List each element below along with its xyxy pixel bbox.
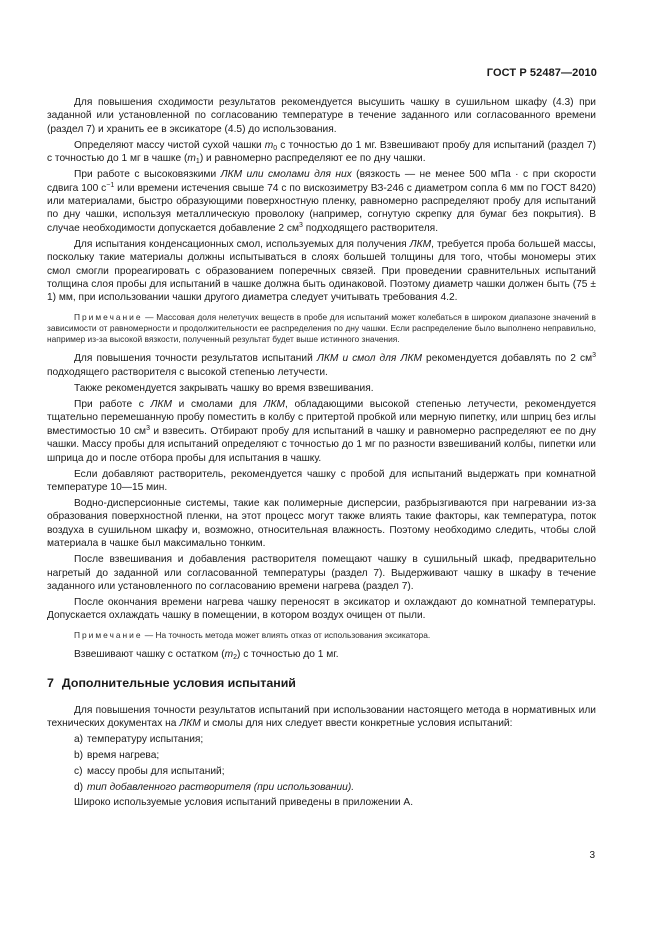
section-heading [47, 677, 596, 690]
paragraph-cooling: После окончания времени нагрева чашку переносят в эксикатор и охлаждают до комнатной температуры. Допускается охлаждать чашку в помещении, в котором воздух очищен от пыли. [47, 596, 596, 622]
list-marker: d) [74, 781, 84, 793]
section-number: 7 [47, 676, 54, 691]
document-id-header: ГОСТ Р 52487—2010 [486, 67, 597, 79]
paragraph-solvent-hold: Если добавляют растворитель, рекомендуется чашку с пробой для испытаний выдержать при комнатной температуре 10—15 мин. [47, 468, 596, 493]
paragraph-volatile: При работе с ЛКМ и смолами для ЛКМ, обладающими высокой степенью летучести, рекомендуется тщательно перемешанную пробу поместить в колбу с притертой пробкой или мерную пипетку, или шприц без иглы вместимостью 10 $см^3$ и взвесить. Отбирают пробу для испытаний в чашку и равномерно распределяют ее по дну чашки. Массу пробы для испытаний определяют с точностью до 1 мг по разности взвешиваний колбы, пипетки или шприца до и после отбора пробы для испытания в чашку. [47, 398, 597, 464]
list-marker: b) [74, 749, 84, 761]
paragraph-water-dispersion: Водно-дисперсионные системы, такие как полимерные дисперсии, разбрызгиваются при нагревании из-за образования поверхностной пленки, на этот процесс могут также влиять такие факторы, как температура, поток воздуха в сушильном шкафу и, возможно, относительная влажность. Поэтому необходимо следить, чтобы слой материала в чашке был максимально тонким. [47, 497, 596, 550]
list-item [74, 733, 596, 746]
note-label: Примечание [74, 629, 143, 640]
document-body [47, 96, 596, 812]
list-item [74, 781, 596, 794]
paragraph-cover-dish: Также рекомендуется закрывать чашку во время взвешивания. [74, 382, 374, 394]
page-number: 3 [589, 850, 595, 861]
paragraph-mass-determination: Определяют массу чистой сухой чашки $m_0$ с точностью до 1 мг. Взвешивают пробу для испытаний (раздел 7) с точностью до 1 мг в чашке $(m_1)$ и равномерно распределяют ее по дну чашки. [47, 139, 596, 166]
note-desiccator: Примечание — На точность метода может влиять отказ от использования эксикатора. [74, 629, 431, 640]
paragraph-weigh-residue: Взвешивают чашку с остатком $(m_2)$ с точностью до 1 мг. [74, 648, 339, 661]
note-mass-fraction: Примечание — Массовая доля нелетучих веществ в пробе для испытаний может колебаться в широком диапазоне значений в зависимости от равномерности и продолжительности ее распределения по дну чашки. Если распределение было выполнено неправильно, например из-за высокой вязкости, полученный результат будет выше истинного значения. [47, 311, 596, 345]
list-marker: a) [74, 734, 84, 746]
paragraph-solvent-addition: Для повышения точности результатов испытаний ЛКМ и смол для ЛКМ рекомендуется добавлять по 2 $см^3$ подходящего растворителя с высокой степенью летучести. [47, 352, 596, 378]
section-intro: Для повышения точности результатов испытаний при использовании настоящего метода в нормативных или технических документах на ЛКМ и смолы для них следует ввести конкретные условия испытаний: [47, 704, 596, 730]
list-item-text: массу пробы для испытаний; [87, 765, 225, 777]
paragraph-high-viscosity: При работе с высоковязкими ЛКМ или смолами для них (вязкость — не менее 500 мПа · с при скорости сдвига 100 $с^{-1}$ или времени истечения свыше 74 с по вискозиметру ВЗ-246 с диаметром сопла 6 мм по ГОСТ 8420) или материалами, быстро образующими поверхностную пленку, равномерно распределяют пробу для испытаний по дну чашки, используя металлическую проволоку (например, согнутую скрепку для бумаг без покрытия). В случае необходимости допускается добавление 2 $см^3$ подходящего растворителя. [47, 169, 597, 234]
list-item [74, 765, 596, 778]
section-title: Дополнительные условия испытаний [61, 676, 296, 691]
note-label: Примечание [74, 311, 143, 322]
paragraph-drying: Для повышения сходимости результатов рекомендуется высушить чашку в сушильном шкафу (4.3) при заданной или установленной по согласованию температуре в течение заданного или согласованного времени (раздел 7) и хранить ее в эксикаторе (4.5) до использования. [47, 97, 596, 135]
paragraph-condensation-resins: Для испытания конденсационных смол, используемых для получения ЛКМ, требуется проба большей массы, поскольку такие материалы должны испытываться в слоях большей толщины для того, чтобы мономеры этих смол смогли прореагировать с образованием поперечных связей. При проведении сравнительных испытаний толщина слоя пробы для испытаний в чашке должна быть одинаковой. Поэтому диаметр чашки должен быть (75 ± 1) мм, при использовании чашки другого диаметра следует учитывать требования 4.2. [47, 238, 596, 304]
paragraph-oven-heating: После взвешивания и добавления растворителя помещают чашку в сушильный шкаф, предварительно нагретый до заданной или согласованной температуры (раздел 7). Выдерживают чашку в шкафу в течение заданного или установленного по согласованию времени нагрева (раздел 7). [47, 554, 596, 592]
list-marker: c) [74, 765, 83, 777]
list-item-text: температуру испытания; [87, 734, 204, 746]
list-item-text: тип добавленного растворителя (при использовании). [87, 781, 355, 793]
list-item [74, 749, 596, 762]
list-item-text: время нагрева; [87, 749, 160, 761]
section-closing: Широко используемые условия испытаний приведены в приложении А. [74, 797, 414, 809]
